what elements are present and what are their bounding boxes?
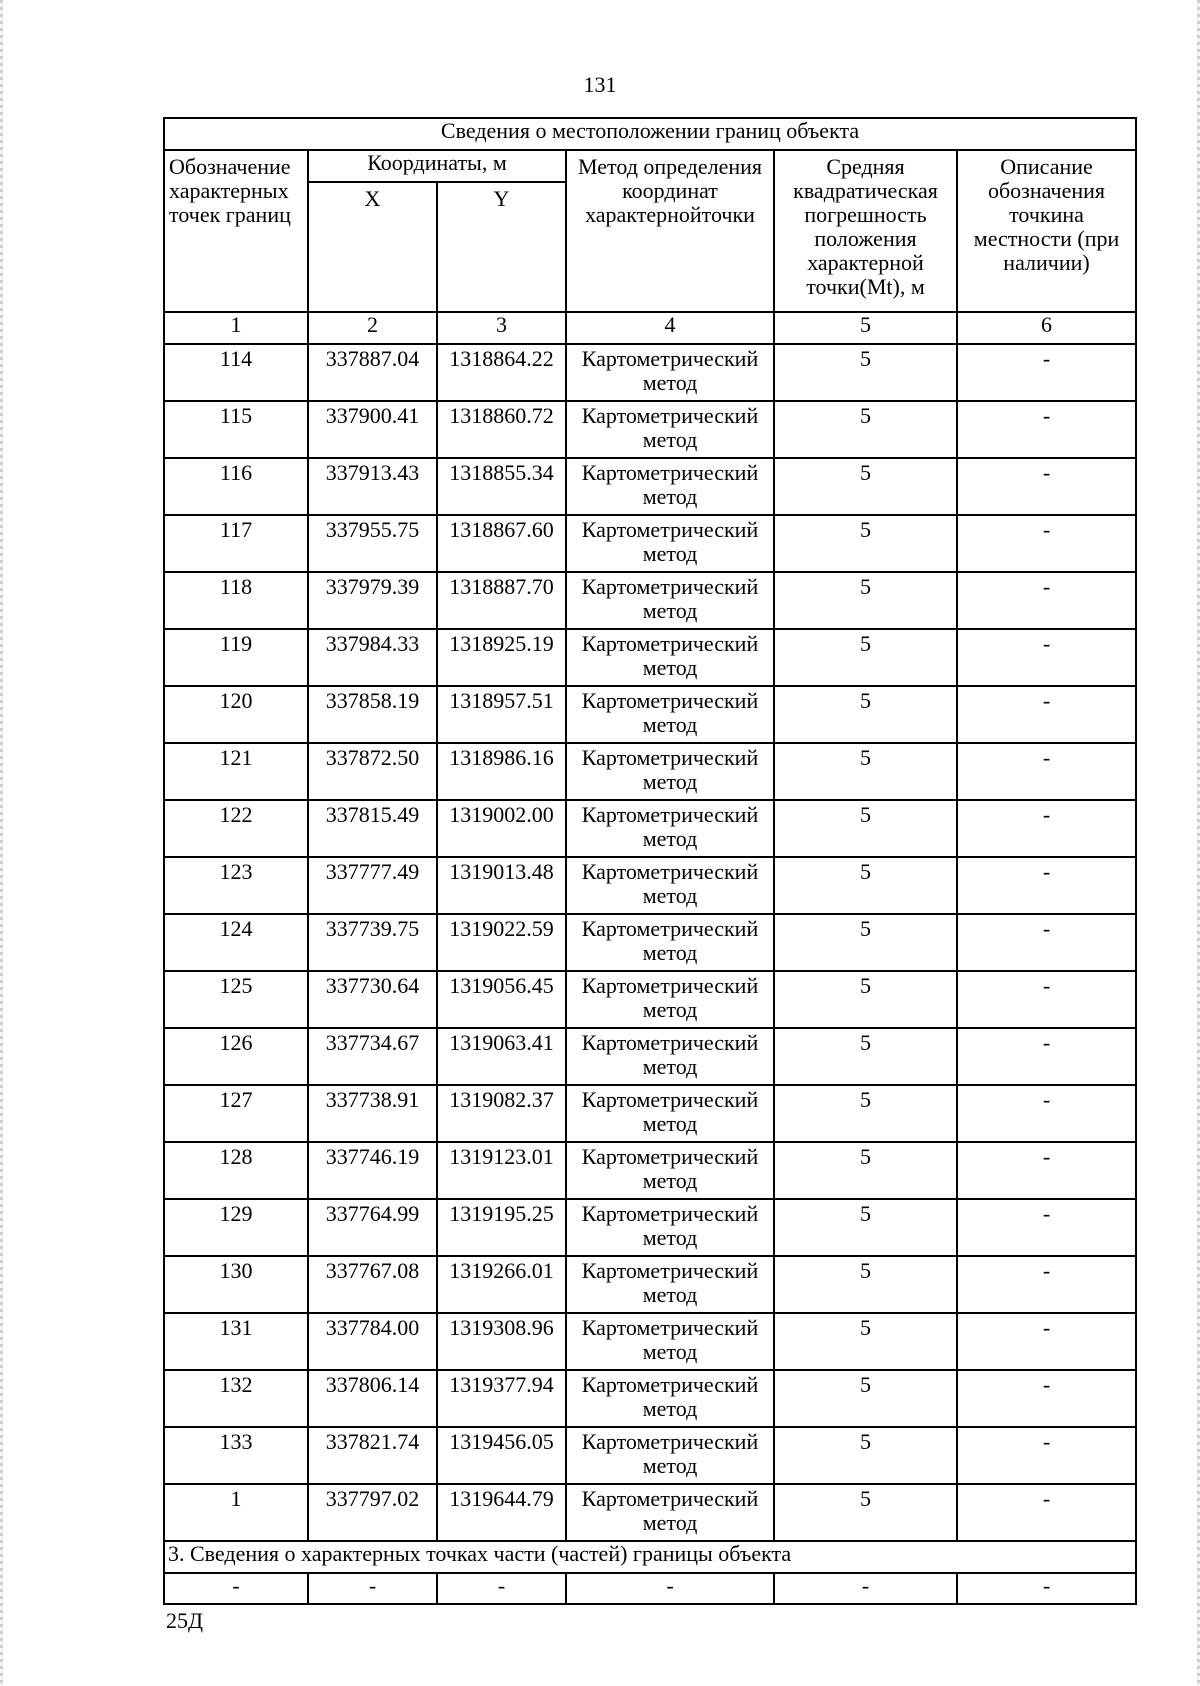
point-designation-cell: 130: [164, 1256, 308, 1313]
description-cell: -: [957, 1484, 1136, 1541]
x-coordinate-cell: 337858.19: [308, 686, 437, 743]
method-cell: Картометрический метод: [566, 1256, 774, 1313]
point-designation-cell: 128: [164, 1142, 308, 1199]
y-coordinate-cell: 1318957.51: [437, 686, 566, 743]
x-coordinate-cell: 337913.43: [308, 458, 437, 515]
error-cell: 5: [774, 515, 957, 572]
error-cell: 5: [774, 344, 957, 401]
empty-dash-cell: -: [437, 1573, 566, 1604]
table-row: [164, 572, 1136, 629]
method-cell: Картометрический метод: [566, 1427, 774, 1484]
point-designation-cell: 119: [164, 629, 308, 686]
point-designation-cell: 132: [164, 1370, 308, 1427]
error-cell: 5: [774, 686, 957, 743]
method-cell: Картометрический метод: [566, 572, 774, 629]
table-row: [164, 857, 1136, 914]
error-cell: 5: [774, 914, 957, 971]
x-coordinate-cell: 337777.49: [308, 857, 437, 914]
table-row: [164, 1199, 1136, 1256]
method-cell: Картометрический метод: [566, 1028, 774, 1085]
x-coordinate-cell: 337738.91: [308, 1085, 437, 1142]
method-cell: Картометрический метод: [566, 344, 774, 401]
description-cell: -: [957, 1427, 1136, 1484]
header-coordinates: Координаты, м: [308, 150, 566, 182]
table-row: [164, 743, 1136, 800]
description-cell: -: [957, 1142, 1136, 1199]
point-designation-cell: 118: [164, 572, 308, 629]
error-cell: 5: [774, 1484, 957, 1541]
scan-edge-left: [0, 0, 3, 1686]
y-coordinate-cell: 1319377.94: [437, 1370, 566, 1427]
table-row: [164, 401, 1136, 458]
table-row: [164, 1028, 1136, 1085]
method-cell: Картометрический метод: [566, 971, 774, 1028]
method-cell: Картометрический метод: [566, 1085, 774, 1142]
error-cell: 5: [774, 800, 957, 857]
empty-dash-cell: -: [164, 1573, 308, 1604]
page-number: 131: [583, 72, 617, 97]
error-cell: 5: [774, 401, 957, 458]
x-coordinate-cell: 337739.75: [308, 914, 437, 971]
header-method: Метод определения координат характернойточки: [566, 150, 774, 312]
method-cell: Картометрический метод: [566, 914, 774, 971]
y-coordinate-cell: 1319195.25: [437, 1199, 566, 1256]
y-coordinate-cell: 1319082.37: [437, 1085, 566, 1142]
description-cell: -: [957, 1199, 1136, 1256]
y-coordinate-cell: 1319123.01: [437, 1142, 566, 1199]
y-coordinate-cell: 1318855.34: [437, 458, 566, 515]
y-coordinate-cell: 1318867.60: [437, 515, 566, 572]
description-cell: -: [957, 971, 1136, 1028]
y-coordinate-cell: 1319002.00: [437, 800, 566, 857]
error-cell: 5: [774, 1370, 957, 1427]
x-coordinate-cell: 337806.14: [308, 1370, 437, 1427]
empty-dash-cell: -: [957, 1573, 1136, 1604]
section-3-row: [164, 1573, 1136, 1604]
error-cell: 5: [774, 1085, 957, 1142]
point-designation-cell: 129: [164, 1199, 308, 1256]
table-row: [164, 1142, 1136, 1199]
header-y: Y: [437, 182, 566, 312]
table-row: [164, 686, 1136, 743]
point-designation-cell: 1: [164, 1484, 308, 1541]
method-cell: Картометрический метод: [566, 515, 774, 572]
error-cell: 5: [774, 1256, 957, 1313]
y-coordinate-cell: 1318860.72: [437, 401, 566, 458]
y-coordinate-cell: 1318887.70: [437, 572, 566, 629]
table-body: [164, 344, 1136, 1541]
table-row: [164, 1427, 1136, 1484]
x-coordinate-cell: 337764.99: [308, 1199, 437, 1256]
description-cell: -: [957, 572, 1136, 629]
table-row: [164, 515, 1136, 572]
empty-dash-cell: -: [566, 1573, 774, 1604]
error-cell: 5: [774, 743, 957, 800]
point-designation-cell: 120: [164, 686, 308, 743]
point-designation-cell: 131: [164, 1313, 308, 1370]
method-cell: Картометрический метод: [566, 800, 774, 857]
x-coordinate-cell: 337900.41: [308, 401, 437, 458]
document-code: 25Д: [166, 1608, 204, 1633]
x-coordinate-cell: 337887.04: [308, 344, 437, 401]
empty-dash-cell: -: [774, 1573, 957, 1604]
y-coordinate-cell: 1319013.48: [437, 857, 566, 914]
error-cell: 5: [774, 1313, 957, 1370]
description-cell: -: [957, 1256, 1136, 1313]
table-row: [164, 1085, 1136, 1142]
point-designation-cell: 121: [164, 743, 308, 800]
x-coordinate-cell: 337984.33: [308, 629, 437, 686]
error-cell: 5: [774, 1427, 957, 1484]
table-row: [164, 1313, 1136, 1370]
x-coordinate-cell: 337872.50: [308, 743, 437, 800]
y-coordinate-cell: 1318864.22: [437, 344, 566, 401]
x-coordinate-cell: 337797.02: [308, 1484, 437, 1541]
description-cell: -: [957, 686, 1136, 743]
method-cell: Картометрический метод: [566, 686, 774, 743]
x-coordinate-cell: 337821.74: [308, 1427, 437, 1484]
y-coordinate-cell: 1318986.16: [437, 743, 566, 800]
error-cell: 5: [774, 572, 957, 629]
y-coordinate-cell: 1319056.45: [437, 971, 566, 1028]
error-cell: 5: [774, 857, 957, 914]
point-designation-cell: 123: [164, 857, 308, 914]
error-cell: 5: [774, 629, 957, 686]
table-title: Сведения о местоположении границ объекта: [164, 118, 1136, 150]
y-coordinate-cell: 1319456.05: [437, 1427, 566, 1484]
x-coordinate-cell: 337815.49: [308, 800, 437, 857]
point-designation-cell: 127: [164, 1085, 308, 1142]
y-coordinate-cell: 1319266.01: [437, 1256, 566, 1313]
table-row: [164, 458, 1136, 515]
point-designation-cell: 114: [164, 344, 308, 401]
point-designation-cell: 133: [164, 1427, 308, 1484]
y-coordinate-cell: 1319022.59: [437, 914, 566, 971]
table-row: [164, 971, 1136, 1028]
table-row: [164, 344, 1136, 401]
error-cell: 5: [774, 458, 957, 515]
description-cell: -: [957, 515, 1136, 572]
boundary-points-table: [163, 117, 1137, 1605]
error-cell: 5: [774, 1142, 957, 1199]
point-designation-cell: 126: [164, 1028, 308, 1085]
header-designation: Обозначение характерных точек границ: [164, 150, 308, 312]
y-coordinate-cell: 1319644.79: [437, 1484, 566, 1541]
x-coordinate-cell: 337979.39: [308, 572, 437, 629]
header-x: X: [308, 182, 437, 312]
description-cell: -: [957, 344, 1136, 401]
description-cell: -: [957, 458, 1136, 515]
description-cell: -: [957, 1313, 1136, 1370]
point-designation-cell: 122: [164, 800, 308, 857]
table-row: [164, 1484, 1136, 1541]
error-cell: 5: [774, 1199, 957, 1256]
x-coordinate-cell: 337746.19: [308, 1142, 437, 1199]
description-cell: -: [957, 857, 1136, 914]
method-cell: Картометрический метод: [566, 458, 774, 515]
method-cell: Картометрический метод: [566, 857, 774, 914]
table-row: [164, 800, 1136, 857]
error-cell: 5: [774, 1028, 957, 1085]
description-cell: -: [957, 401, 1136, 458]
table-row: [164, 629, 1136, 686]
column-number: 5: [774, 312, 957, 344]
method-cell: Картометрический метод: [566, 1484, 774, 1541]
x-coordinate-cell: 337767.08: [308, 1256, 437, 1313]
method-cell: Картометрический метод: [566, 1142, 774, 1199]
method-cell: Картометрический метод: [566, 743, 774, 800]
method-cell: Картометрический метод: [566, 1199, 774, 1256]
section-3-title: 3. Сведения о характерных точках части (частей) границы объекта: [164, 1541, 1136, 1573]
description-cell: -: [957, 1370, 1136, 1427]
table-row: [164, 1370, 1136, 1427]
x-coordinate-cell: 337730.64: [308, 971, 437, 1028]
point-designation-cell: 124: [164, 914, 308, 971]
header-error: Средняя квадратическая погрешность положения характерной точки(Mt), м: [774, 150, 957, 312]
point-designation-cell: 116: [164, 458, 308, 515]
x-coordinate-cell: 337955.75: [308, 515, 437, 572]
method-cell: Картометрический метод: [566, 401, 774, 458]
column-number: 6: [957, 312, 1136, 344]
x-coordinate-cell: 337734.67: [308, 1028, 437, 1085]
error-cell: 5: [774, 971, 957, 1028]
method-cell: Картометрический метод: [566, 1370, 774, 1427]
column-number: 2: [308, 312, 437, 344]
point-designation-cell: 115: [164, 401, 308, 458]
y-coordinate-cell: 1319308.96: [437, 1313, 566, 1370]
point-designation-cell: 125: [164, 971, 308, 1028]
description-cell: -: [957, 629, 1136, 686]
table-row: [164, 914, 1136, 971]
description-cell: -: [957, 1085, 1136, 1142]
empty-dash-cell: -: [308, 1573, 437, 1604]
column-number: 1: [164, 312, 308, 344]
y-coordinate-cell: 1319063.41: [437, 1028, 566, 1085]
description-cell: -: [957, 800, 1136, 857]
method-cell: Картометрический метод: [566, 1313, 774, 1370]
description-cell: -: [957, 1028, 1136, 1085]
description-cell: -: [957, 743, 1136, 800]
table-row: [164, 1256, 1136, 1313]
y-coordinate-cell: 1318925.19: [437, 629, 566, 686]
column-number: 3: [437, 312, 566, 344]
description-cell: -: [957, 914, 1136, 971]
header-description: Описание обозначения точкина местности (при наличии): [957, 150, 1136, 312]
method-cell: Картометрический метод: [566, 629, 774, 686]
x-coordinate-cell: 337784.00: [308, 1313, 437, 1370]
point-designation-cell: 117: [164, 515, 308, 572]
column-number: 4: [566, 312, 774, 344]
